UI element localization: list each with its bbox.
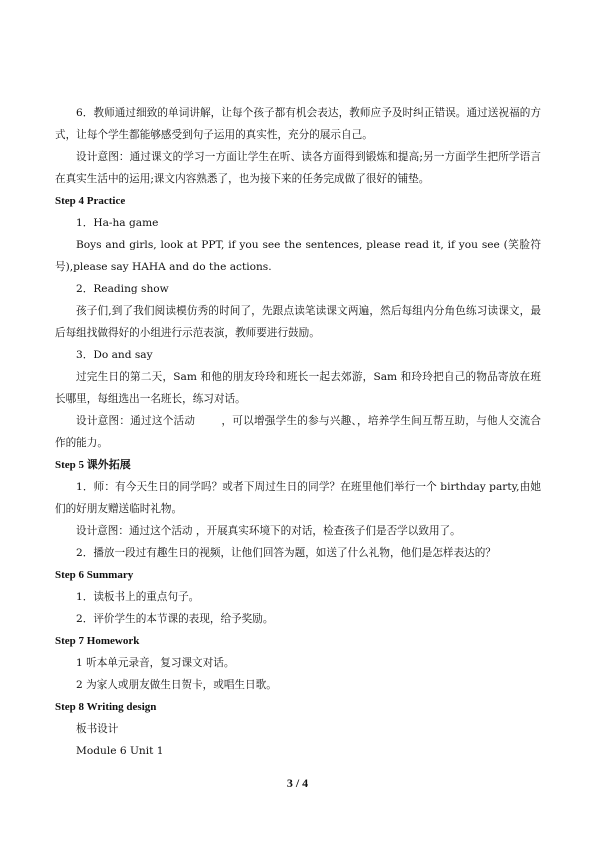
heading-step-4: Step 4 Practice <box>55 195 126 207</box>
paragraph-design-intent-3: 设计意图：通过这个活动 ，开展真实环境下的对话，检查孩子们是否学以致用了。 <box>76 525 461 537</box>
paragraph-do-and-say: 过完生日的第二天，Sam 和他的朋友玲玲和班长一起去郊游，Sam 和玲玲把自己的物品寄放在班长哪里，每组选出一名班长，练习对话。 <box>55 371 541 405</box>
paragraph-birthday-question: 1．师：有今天生日的同学吗？或者下周过生日的同学？在班里他们举行一个 birthday party,由她们的好朋友赠送临时礼物。 <box>55 481 541 515</box>
design-intent-2-part-a: 设计意图：通过这个活动 <box>76 415 196 427</box>
item-ha-ha-game: 1．Ha-ha game <box>76 217 159 229</box>
heading-step-5: Step 5 课外拓展 <box>55 459 131 471</box>
paragraph-video: 2．播放一段过有趣生日的视频，让他们回答为题，如送了什么礼物，他们是怎样表达的？ <box>76 547 496 559</box>
paragraph-reading-show: 孩子们,到了我们阅读模仿秀的时间了，先跟点读笔读课文两遍，然后每组内分角色练习读课文，最后每组找做得好的小组进行示范表演，教师要进行鼓励。 <box>55 305 541 339</box>
paragraph-design-intent-2 <box>55 410 541 454</box>
design-intent-2-part-b: ，可以增强学生的参与兴趣、，培养学生间互帮互助，与他人交流合作的能力。 <box>55 415 541 449</box>
heading-step-8: Step 8 Writing design <box>55 701 157 713</box>
item-reading-show: 2．Reading show <box>76 283 169 295</box>
paragraph-ha-ha-instructions: Boys and girls, look at PPT, if you see the sentences, please read it, if you see (笑脸符号),please say HAHA and do the actions. <box>55 239 541 273</box>
homework-item-2: 2 为家人或朋友做生日贺卡，或唱生日歌。 <box>76 679 277 691</box>
module-title: Module 6 Unit 1 <box>76 745 164 757</box>
heading-step-6: Step 6 Summary <box>55 569 134 581</box>
paragraph-design-intent-1: 设计意图：通过课文的学习一方面让学生在听、读各方面得到锻炼和提高;另一方面学生把所学语言在真实生活中的运用;课文内容熟悉了，也为接下来的任务完成做了很好的铺垫。 <box>55 151 541 185</box>
summary-item-2: 2．评价学生的本节课的表现，给予奖励。 <box>76 613 274 625</box>
paragraph-teacher-explanation: 6．教师通过细致的单词讲解，让每个孩子都有机会表达，教师应予及时纠正错误。通过送祝福的方式，让每个学生都能够感受到句子运用的真实性，充分的展示自己。 <box>55 107 541 141</box>
summary-item-1: 1．读板书上的重点句子。 <box>76 591 200 603</box>
writing-design-label: 板书设计 <box>76 723 119 735</box>
document-body <box>55 102 541 762</box>
heading-step-7: Step 7 Homework <box>55 635 140 647</box>
item-do-and-say: 3．Do and say <box>76 349 153 361</box>
homework-item-1: 1 听本单元录音，复习课文对话。 <box>76 657 235 669</box>
page-number: 3 / 4 <box>286 776 309 790</box>
